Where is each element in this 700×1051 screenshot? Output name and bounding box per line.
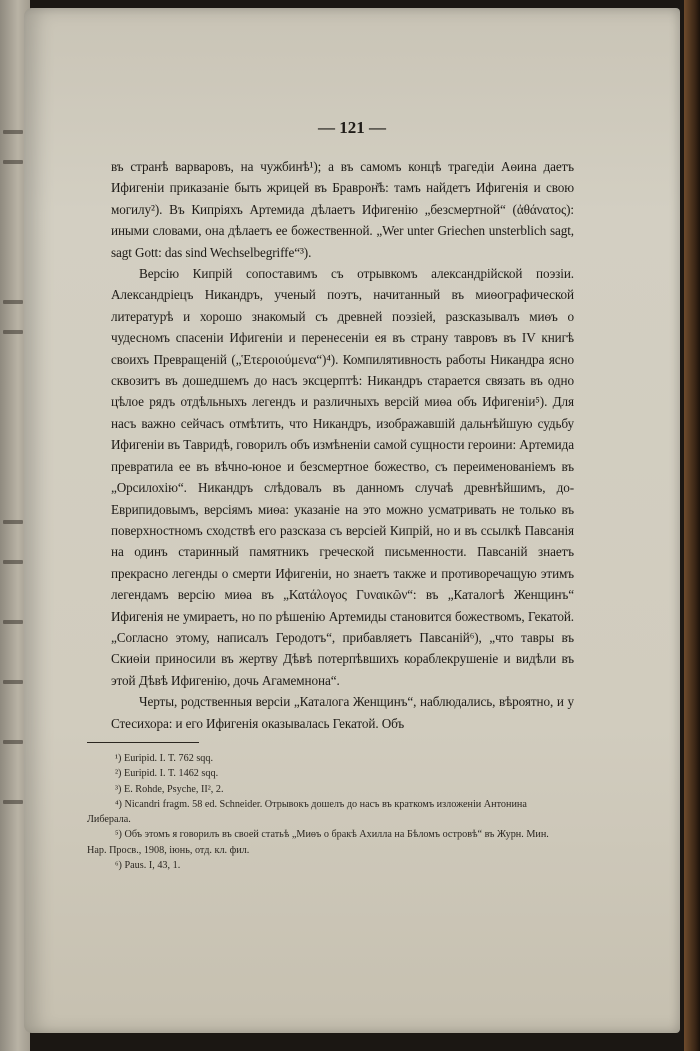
footnote: ³) E. Rohde, Psyche, II², 2. bbox=[115, 783, 224, 795]
left-page-text-fragment bbox=[3, 300, 23, 304]
footnote: ⁵) Объ этомъ я говорилъ въ своей статьѣ „Миѳъ о бракѣ Ахилла на Бѣломъ островѣ“ въ Журн. Мин. Нар. Просв., 1908, іюнь, отд. кл. фил. bbox=[87, 829, 549, 856]
left-page-text-fragment bbox=[3, 800, 23, 804]
left-page-text-fragment bbox=[3, 130, 23, 134]
book-cover-edge bbox=[684, 0, 700, 1051]
paragraph: Черты, родственныя версіи „Каталога Женщинъ“, наблюдались, вѣроятно, и у Стесихора: и его Ифигенія оказывалась Гекатой. Объ bbox=[111, 694, 574, 731]
left-page-text-fragment bbox=[3, 330, 23, 334]
footnote: ¹) Euripid. I. T. 762 sqq. bbox=[115, 753, 214, 764]
footnote: ²) Euripid. I. T. 1462 sqq. bbox=[115, 768, 219, 780]
paragraph: Версію Кипрій сопоставимъ съ отрывкомъ александрійской поэзіи. Александріецъ Никандръ, ученый поэтъ, начитанный въ миѳографической литературѣ и хорошо знакомый съ древней поэзіей, разсказывалъ миѳъ о чудесномъ спасеніи Ифигеніи и перенесеніи ея въ страну тавровъ въ IV книгѣ своихъ Превращеній („Ἑτεροιούμενα“)⁴). Компилятивность работы Никандра ясно сквозитъ въ дошедшемъ до насъ эксцерптѣ: Никандръ старается связать въ одно цѣлое рядъ отдѣльныхъ легендъ и различныхъ версій миѳа объ Ифигеніи⁵). Для насъ важно сейчасъ отмѣтить, что Никандръ, изображавшій дальнѣйшую судьбу Ифигеніи въ Тавридѣ, говорилъ объ измѣненіи самой сущности героини: Артемида превратила ее въ вѣчно-юное и безсмертное божество, съ переименованіемъ въ „Орсилохію“. Никандръ слѣдовалъ въ данномъ случаѣ древнѣйшимъ, до-Еврипидовымъ, версіямъ миѳа: указаніе на это можно усматривать не только въ поверхностномъ сходствѣ его разсказа съ версіей Кипрій, но и въ ссылкѣ Павсанія на одинъ старинный памятникъ греческой письменности. Павсаній знаетъ прекрасно легенды о смерти Ифигеніи, но знаетъ также и противоречащую этимъ легендамъ версію миѳа въ „Κατάλογος Γυναικῶν“: въ „Каталогѣ Женщинъ“ Ифигенія не умираетъ, но по рѣшенію Артемиды становится божествомъ, Гекатой. „Согласно этому, написалъ Геродотъ“, прибавляетъ Павсаній⁶), „что тавры въ Скиѳіи приносили въ жертву Дѣвѣ потерпѣвшихъ кораблекрушеніе и видѣли въ этой Дѣвѣ Ифигенію, дочь Агамемнона“. bbox=[111, 266, 574, 688]
paragraph: въ странѣ варваровъ, на чужбинѣ¹); а въ самомъ концѣ трагедіи Аѳина даетъ Ифигеніи приказаніе быть жрицей въ Браврон̆ѣ: тамъ найдетъ Ифигенія и свою могилу²). Въ Кипріяхъ Артемида дѣлаетъ Ифигенію „безсмертной“ (ἀθάνατος): иными словами, она дѣлаетъ ее божественной. „Wer unter Griechen unsterblich sagt, sagt Gott: das sind Wechselbegriffe“³). bbox=[111, 159, 574, 260]
left-page-text-fragment bbox=[3, 520, 23, 524]
left-page-text-fragment bbox=[3, 680, 23, 684]
left-page-text-fragment bbox=[3, 560, 23, 564]
left-page-text-fragment bbox=[3, 740, 23, 744]
footnote-divider bbox=[87, 742, 199, 743]
page-number: — 121 — bbox=[318, 118, 386, 137]
left-page-text-fragment bbox=[3, 620, 23, 624]
book-page bbox=[24, 8, 680, 1033]
footnote: ⁴) Nicandri fragm. 58 ed. Schneider. Отрывокъ дошелъ до насъ въ краткомъ изложеніи Антонина Либерала. bbox=[87, 798, 527, 826]
footnotes bbox=[87, 751, 557, 873]
footnote: ⁶) Paus. I, 43, 1. bbox=[115, 860, 181, 872]
body-text bbox=[111, 156, 574, 734]
left-page-text-fragment bbox=[3, 160, 23, 164]
